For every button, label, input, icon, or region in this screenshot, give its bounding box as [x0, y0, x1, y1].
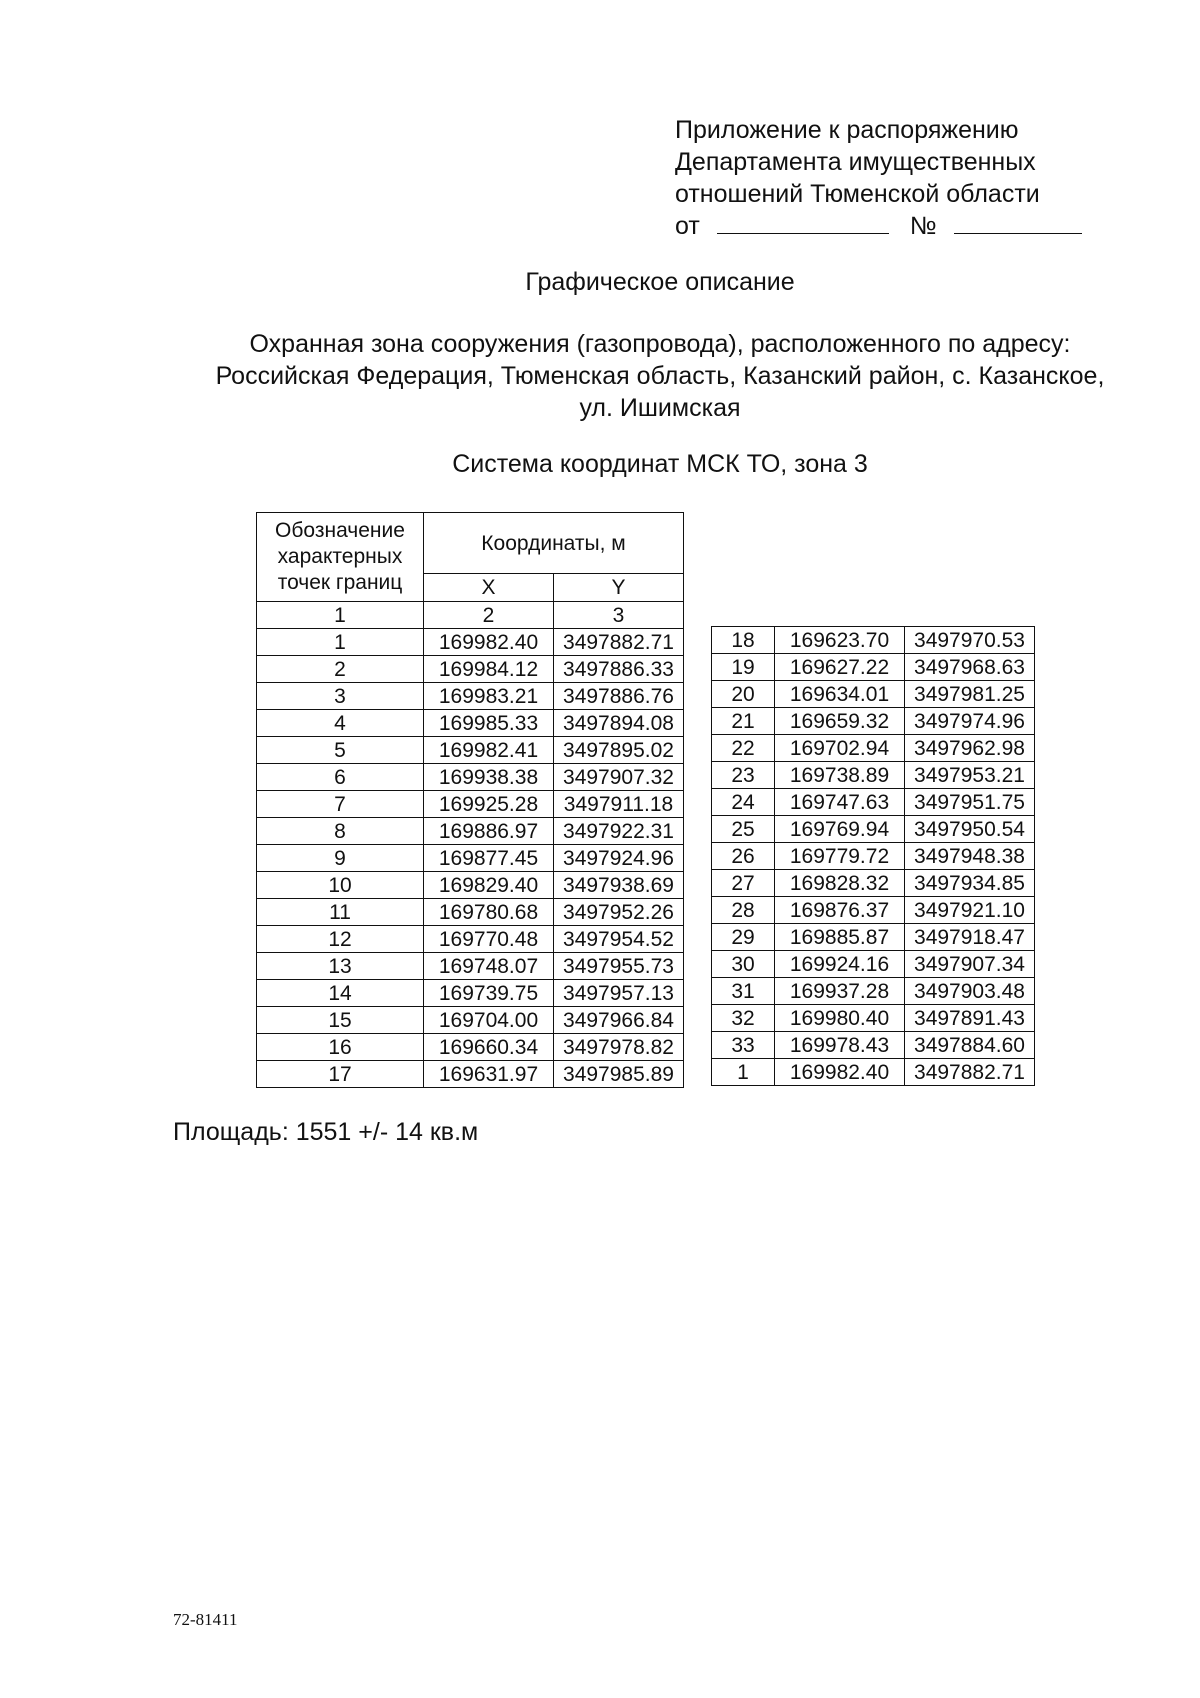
- x-coordinate-cell: 169886.97: [424, 818, 554, 845]
- table-row: [712, 654, 1035, 681]
- x-coordinate-cell: 169982.41: [424, 737, 554, 764]
- point-number-cell: 11: [257, 899, 424, 926]
- point-number-cell: 2: [257, 656, 424, 683]
- x-coordinate-cell: 169829.40: [424, 872, 554, 899]
- point-number-cell: 13: [257, 953, 424, 980]
- y-coordinate-cell: 3497954.52: [554, 926, 684, 953]
- table-row: [712, 708, 1035, 735]
- table-row: [712, 978, 1035, 1005]
- point-number-cell: 1: [257, 629, 424, 656]
- number-label: №: [909, 212, 937, 240]
- number-blank: [954, 211, 1082, 234]
- y-coordinate-cell: 3497922.31: [554, 818, 684, 845]
- y-coordinate-cell: 3497951.75: [905, 789, 1035, 816]
- table-row: [712, 1032, 1035, 1059]
- coordinates-table-left: [256, 512, 684, 1088]
- table-row: [257, 845, 684, 872]
- x-coordinate-cell: 169748.07: [424, 953, 554, 980]
- header-coordinates: Координаты, м: [424, 513, 684, 574]
- y-coordinate-cell: 3497891.43: [905, 1005, 1035, 1032]
- point-number-cell: 28: [712, 897, 775, 924]
- table-row: [712, 627, 1035, 654]
- table-row: [257, 953, 684, 980]
- x-coordinate-cell: 169747.63: [775, 789, 905, 816]
- table-row: [712, 843, 1035, 870]
- y-coordinate-cell: 3497921.10: [905, 897, 1035, 924]
- appendix-line-2: Департамента имущественных: [675, 148, 1036, 176]
- x-coordinate-cell: 169982.40: [424, 629, 554, 656]
- table-row: [712, 681, 1035, 708]
- point-number-cell: 9: [257, 845, 424, 872]
- col-number-2: 2: [424, 602, 554, 629]
- point-number-cell: 8: [257, 818, 424, 845]
- point-number-cell: 23: [712, 762, 775, 789]
- y-coordinate-cell: 3497953.21: [905, 762, 1035, 789]
- x-coordinate-cell: 169828.32: [775, 870, 905, 897]
- header-point-designation: Обозначение характерных точек границ: [257, 513, 424, 602]
- y-coordinate-cell: 3497934.85: [905, 870, 1035, 897]
- y-coordinate-cell: 3497950.54: [905, 816, 1035, 843]
- table-row: [712, 1059, 1035, 1086]
- header-x: X: [424, 574, 554, 602]
- point-number-cell: 21: [712, 708, 775, 735]
- coordinate-system: Система координат МСК ТО, зона 3: [452, 450, 868, 478]
- point-number-cell: 5: [257, 737, 424, 764]
- document-title: Графическое описание: [525, 268, 795, 296]
- y-coordinate-cell: 3497911.18: [554, 791, 684, 818]
- table-row: [257, 818, 684, 845]
- date-blank: [717, 211, 889, 234]
- coordinates-table-right: [711, 626, 1035, 1086]
- subject-description: [0, 328, 1200, 424]
- x-coordinate-cell: 169780.68: [424, 899, 554, 926]
- point-number-cell: 3: [257, 683, 424, 710]
- table-row: [257, 980, 684, 1007]
- x-coordinate-cell: 169634.01: [775, 681, 905, 708]
- point-number-cell: 30: [712, 951, 775, 978]
- y-coordinate-cell: 3497981.25: [905, 681, 1035, 708]
- table-row: [257, 899, 684, 926]
- x-coordinate-cell: 169877.45: [424, 845, 554, 872]
- table-row: [712, 897, 1035, 924]
- table-row: [712, 816, 1035, 843]
- table-row: [257, 791, 684, 818]
- table-row: [712, 951, 1035, 978]
- appendix-line-3: отношений Тюменской области: [675, 180, 1040, 208]
- appendix-line-1: Приложение к распоряжению: [675, 116, 1019, 144]
- x-coordinate-cell: 169924.16: [775, 951, 905, 978]
- x-coordinate-cell: 169739.75: [424, 980, 554, 1007]
- appendix-date-number-line: [675, 210, 1082, 242]
- point-number-cell: 27: [712, 870, 775, 897]
- subject-line-2: Российская Федерация, Тюменская область, Казанский район, с. Казанское,: [215, 362, 1105, 390]
- table-row: [257, 683, 684, 710]
- x-coordinate-cell: 169702.94: [775, 735, 905, 762]
- table-row: [257, 1061, 684, 1088]
- x-coordinate-cell: 169631.97: [424, 1061, 554, 1088]
- x-coordinate-cell: 169769.94: [775, 816, 905, 843]
- x-coordinate-cell: 169659.32: [775, 708, 905, 735]
- point-number-cell: 32: [712, 1005, 775, 1032]
- table-row: [712, 762, 1035, 789]
- y-coordinate-cell: 3497886.33: [554, 656, 684, 683]
- x-coordinate-cell: 169980.40: [775, 1005, 905, 1032]
- point-number-cell: 10: [257, 872, 424, 899]
- point-number-cell: 15: [257, 1007, 424, 1034]
- x-coordinate-cell: 169978.43: [775, 1032, 905, 1059]
- y-coordinate-cell: 3497907.32: [554, 764, 684, 791]
- table-row: [257, 710, 684, 737]
- y-coordinate-cell: 3497962.98: [905, 735, 1035, 762]
- y-coordinate-cell: 3497882.71: [905, 1059, 1035, 1086]
- x-coordinate-cell: 169983.21: [424, 683, 554, 710]
- point-number-cell: 25: [712, 816, 775, 843]
- x-coordinate-cell: 169704.00: [424, 1007, 554, 1034]
- y-coordinate-cell: 3497903.48: [905, 978, 1035, 1005]
- point-number-cell: 20: [712, 681, 775, 708]
- table-row: [257, 1007, 684, 1034]
- point-number-cell: 33: [712, 1032, 775, 1059]
- table-row: [257, 764, 684, 791]
- table-row: [257, 737, 684, 764]
- appendix-header: [675, 114, 1082, 242]
- x-coordinate-cell: 169885.87: [775, 924, 905, 951]
- y-coordinate-cell: 3497886.76: [554, 683, 684, 710]
- table-row: [712, 870, 1035, 897]
- table-row: [257, 629, 684, 656]
- x-coordinate-cell: 169660.34: [424, 1034, 554, 1061]
- x-coordinate-cell: 169984.12: [424, 656, 554, 683]
- y-coordinate-cell: 3497952.26: [554, 899, 684, 926]
- point-number-cell: 7: [257, 791, 424, 818]
- x-coordinate-cell: 169985.33: [424, 710, 554, 737]
- y-coordinate-cell: 3497918.47: [905, 924, 1035, 951]
- from-label: от: [675, 212, 700, 240]
- y-coordinate-cell: 3497948.38: [905, 843, 1035, 870]
- y-coordinate-cell: 3497938.69: [554, 872, 684, 899]
- x-coordinate-cell: 169937.28: [775, 978, 905, 1005]
- y-coordinate-cell: 3497957.13: [554, 980, 684, 1007]
- y-coordinate-cell: 3497974.96: [905, 708, 1035, 735]
- x-coordinate-cell: 169738.89: [775, 762, 905, 789]
- col-number-3: 3: [554, 602, 684, 629]
- y-coordinate-cell: 3497970.53: [905, 627, 1035, 654]
- x-coordinate-cell: 169779.72: [775, 843, 905, 870]
- table-row: [712, 924, 1035, 951]
- y-coordinate-cell: 3497884.60: [905, 1032, 1035, 1059]
- point-number-cell: 29: [712, 924, 775, 951]
- x-coordinate-cell: 169925.28: [424, 791, 554, 818]
- y-coordinate-cell: 3497924.96: [554, 845, 684, 872]
- x-coordinate-cell: 169876.37: [775, 897, 905, 924]
- table-row: [257, 656, 684, 683]
- y-coordinate-cell: 3497968.63: [905, 654, 1035, 681]
- x-coordinate-cell: 169938.38: [424, 764, 554, 791]
- table-row: [257, 926, 684, 953]
- point-number-cell: 1: [712, 1059, 775, 1086]
- point-number-cell: 22: [712, 735, 775, 762]
- area-text: Площадь: 1551 +/- 14 кв.м: [173, 1118, 479, 1146]
- point-number-cell: 4: [257, 710, 424, 737]
- point-number-cell: 19: [712, 654, 775, 681]
- point-number-cell: 18: [712, 627, 775, 654]
- header-y: Y: [554, 574, 684, 602]
- point-number-cell: 14: [257, 980, 424, 1007]
- point-number-cell: 12: [257, 926, 424, 953]
- y-coordinate-cell: 3497966.84: [554, 1007, 684, 1034]
- y-coordinate-cell: 3497882.71: [554, 629, 684, 656]
- y-coordinate-cell: 3497985.89: [554, 1061, 684, 1088]
- x-coordinate-cell: 169627.22: [775, 654, 905, 681]
- table-row: [257, 1034, 684, 1061]
- table-row: [712, 789, 1035, 816]
- x-coordinate-cell: 169770.48: [424, 926, 554, 953]
- point-number-cell: 24: [712, 789, 775, 816]
- col-number-1: 1: [257, 602, 424, 629]
- y-coordinate-cell: 3497907.34: [905, 951, 1035, 978]
- y-coordinate-cell: 3497894.08: [554, 710, 684, 737]
- table-row: [712, 735, 1035, 762]
- subject-line-3: ул. Ишимская: [579, 394, 741, 422]
- point-number-cell: 6: [257, 764, 424, 791]
- table-row: [257, 872, 684, 899]
- y-coordinate-cell: 3497978.82: [554, 1034, 684, 1061]
- y-coordinate-cell: 3497955.73: [554, 953, 684, 980]
- subject-line-1: Охранная зона сооружения (газопровода), расположенного по адресу:: [249, 330, 1071, 358]
- point-number-cell: 26: [712, 843, 775, 870]
- document-number: 72-81411: [173, 1610, 238, 1629]
- point-number-cell: 16: [257, 1034, 424, 1061]
- x-coordinate-cell: 169982.40: [775, 1059, 905, 1086]
- point-number-cell: 17: [257, 1061, 424, 1088]
- x-coordinate-cell: 169623.70: [775, 627, 905, 654]
- point-number-cell: 31: [712, 978, 775, 1005]
- y-coordinate-cell: 3497895.02: [554, 737, 684, 764]
- table-row: [712, 1005, 1035, 1032]
